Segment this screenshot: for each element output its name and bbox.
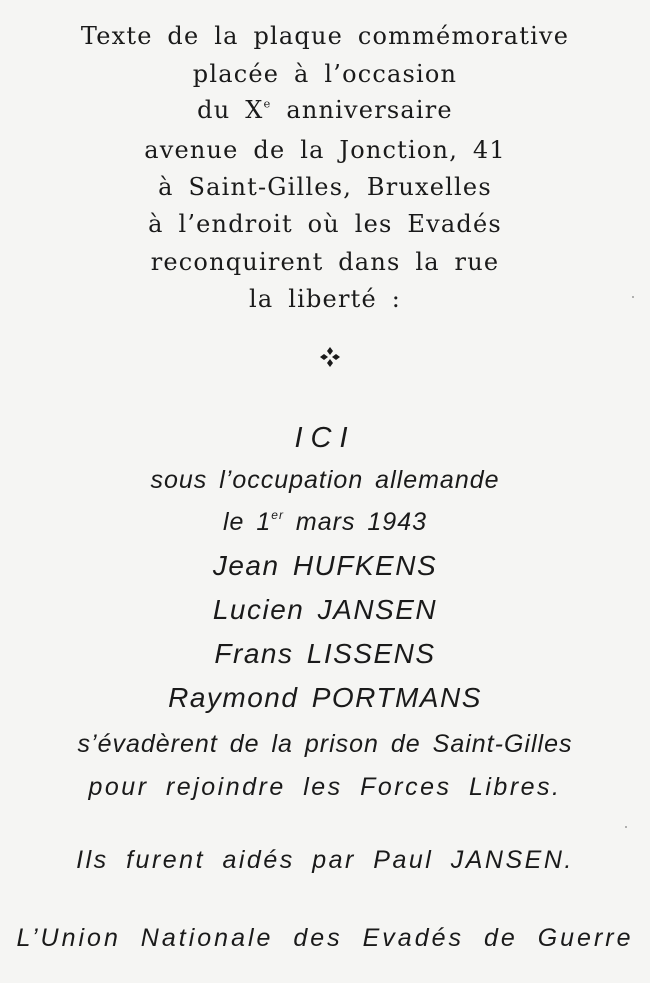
plaque-ici: ICI: [294, 422, 356, 454]
intro-line-7: reconquirent dans la rue: [150, 248, 500, 276]
print-speck: [632, 296, 634, 298]
intro-line-6: à l’endroit où les Evadés: [148, 210, 502, 238]
plaque-escape-line: s’évadèrent de la prison de Saint-Gilles: [77, 730, 573, 758]
plaque-date-text: le 1: [222, 508, 272, 536]
plaque-date-line: [0, 510, 650, 535]
intro-line-3-superscript: e: [263, 96, 272, 111]
plaque-date-text-after: mars 1943: [283, 508, 428, 536]
intro-line-1: Texte de la plaque commémorative: [80, 22, 570, 50]
intro-line-2: placée à l’occasion: [192, 60, 458, 88]
plaque-occupation-line: sous l’occupation allemande: [150, 466, 500, 494]
intro-line-5: à Saint-Gilles, Bruxelles: [158, 173, 492, 201]
plaque-name: Jean HUFKENS: [212, 550, 438, 581]
plaque-name: Raymond PORTMANS: [168, 682, 482, 713]
plaque-signature: L’Union Nationale des Evadés de Guerre: [16, 924, 634, 952]
print-speck: [625, 826, 627, 828]
intro-line-3-text: du X: [197, 96, 264, 124]
plaque-name: Lucien JANSEN: [212, 594, 438, 625]
intro-line-3: [0, 98, 650, 122]
plaque-help-line: Ils furent aidés par Paul JANSEN.: [76, 846, 574, 874]
intro-line-4: avenue de la Jonction, 41: [144, 136, 506, 164]
intro-line-3-text-after: anniversaire: [271, 96, 453, 124]
ornament-icon: [318, 345, 342, 369]
intro-line-8: la liberté :: [249, 285, 401, 313]
plaque-join-line: pour rejoindre les Forces Libres.: [88, 773, 562, 801]
plaque-date-superscript: er: [271, 508, 284, 523]
plaque-name: Frans LISSENS: [214, 638, 436, 669]
